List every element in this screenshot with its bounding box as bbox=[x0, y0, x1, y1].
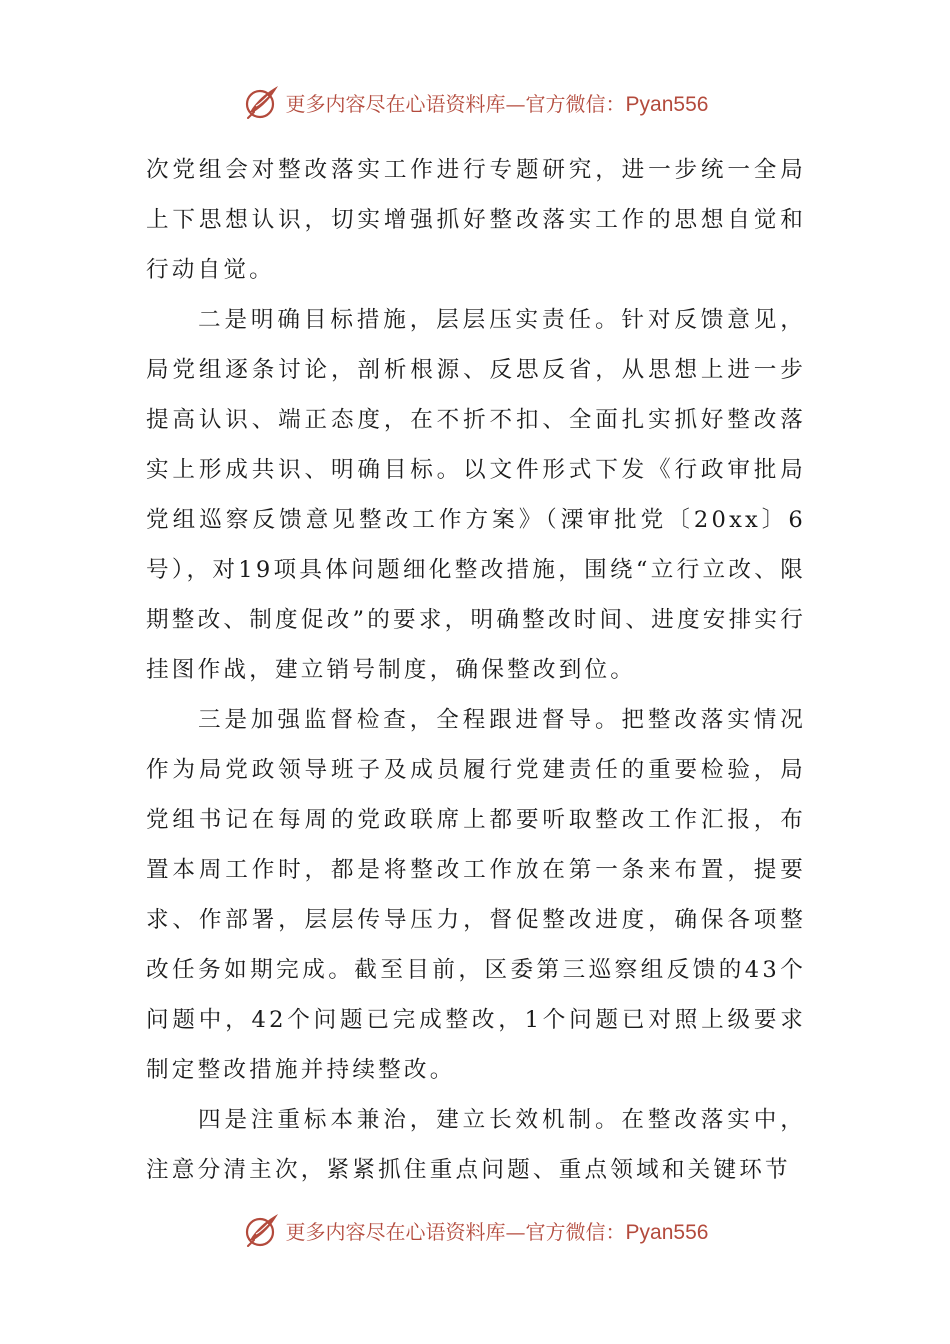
document-body bbox=[146, 145, 806, 1195]
paragraph-2: 二是明确目标措施，层层压实责任。针对反馈意见，局党组逐条讨论，剖析根源、反思反省，从思想上进一步提高认识、端正态度，在不折不扣、全面扎实抓好整改落实上形成共识、明确目标。以文件形式下发《行政审批局党组巡察反馈意见整改工作方案》（溧审批党〔20xx〕6号），对19项具体问题细化整改措施，围绕“立行立改、限期整改、制度促改”的要求，明确整改时间、进度安排实行挂图作战，建立销号制度，确保整改到位。 bbox=[146, 307, 806, 683]
paragraph-1: 次党组会对整改落实工作进行专题研究，进一步统一全局上下思想认识，切实增强抓好整改落实工作的思想自觉和行动自觉。 bbox=[146, 157, 806, 283]
watermark-wechat-id: Pyan556 bbox=[625, 1220, 709, 1244]
watermark-text: 更多内容尽在心语资料库—官方微信：Pyan556 bbox=[285, 1219, 709, 1244]
quill-logo-icon bbox=[242, 82, 282, 122]
watermark-text: 更多内容尽在心语资料库—官方微信：Pyan556 bbox=[285, 91, 709, 116]
quill-logo-icon bbox=[242, 1210, 282, 1250]
footer-watermark bbox=[0, 1208, 950, 1252]
paragraph-3: 三是加强监督检查，全程跟进督导。把整改落实情况作为局党政领导班子及成员履行党建责任的重要检验，局党组书记在每周的党政联席上都要听取整改工作汇报，布置本周工作时，都是将整改工作放在第一条来布置，提要求、作部署，层层传导压力，督促整改进度，确保各项整改任务如期完成。截至目前，区委第三巡察组反馈的43个问题中，42个问题已完成整改，1个问题已对照上级要求制定整改措施并持续整改。 bbox=[146, 707, 806, 1083]
paragraph-4: 四是注重标本兼治，建立长效机制。在整改落实中，注意分清主次，紧紧抓住重点问题、重点领域和关键环节 bbox=[146, 1107, 806, 1183]
watermark-wechat-id: Pyan556 bbox=[625, 92, 709, 116]
header-watermark bbox=[0, 80, 950, 124]
